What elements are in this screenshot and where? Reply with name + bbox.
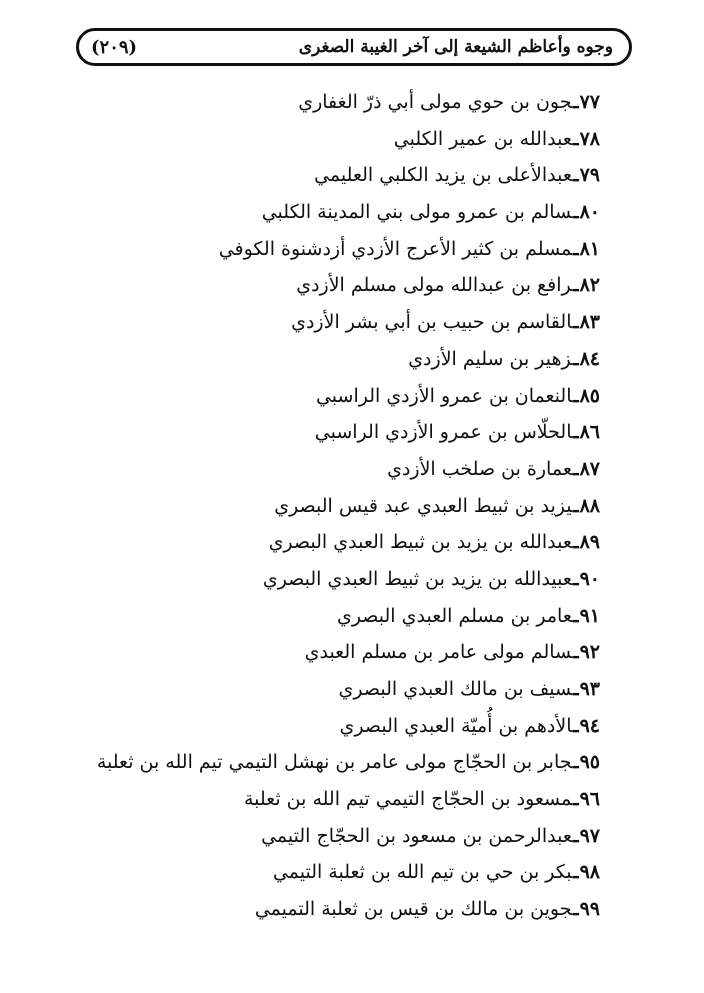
list-item: ٨٨ـيزيد بن ثبيط العبدي عبد قيس البصري: [274, 494, 600, 517]
entry-name: عبدالله بن عمير الكلبي: [393, 127, 572, 150]
entry-number: ٧٩: [579, 164, 600, 187]
entry-name: يزيد بن ثبيط العبدي عبد قيس البصري: [274, 494, 572, 517]
entry-number: ٩٠: [579, 567, 600, 590]
entry-number: ٩١: [579, 604, 600, 627]
list-item: ٩٨ـبكر بن حي بن تيم الله بن ثعلبة التيمي: [272, 861, 600, 884]
entry-number: ٩٣: [579, 678, 600, 700]
page-number: (٢٠٩): [91, 36, 138, 58]
list-item: ٩٠ـعبيدالله بن يزيد بن ثبيط العبدي البصري: [262, 567, 600, 590]
entry-number: ٨٤: [579, 347, 600, 370]
list-item: ٧٧ـجون بن حوي مولى أبي ذرّ الغفاري: [298, 91, 600, 113]
entry-name: عمارة بن صلخب الأزدي: [387, 457, 572, 480]
entry-number: ٩٢: [579, 641, 600, 664]
entry-name: جوين بن مالك بن قيس بن ثعلبة التميمي: [254, 898, 572, 921]
entry-name: مسلم بن كثير الأعرج الأزدي أزدشنوة الكوفي: [218, 237, 572, 260]
list-item: ٩٩ـجوين بن مالك بن قيس بن ثعلبة التميمي: [254, 898, 600, 921]
entry-number: ٨٩: [579, 531, 600, 554]
entry-number: ٩٤: [579, 714, 600, 737]
entry-name: مسعود بن الحجّاج التيمي تيم الله بن ثعلبة: [243, 788, 572, 811]
entry-number: ٩٨: [579, 861, 600, 884]
list-item: ٨٢ـرافع بن عبدالله مولى مسلم الأزدي: [296, 274, 600, 297]
list-item: ٨٠ـسالم بن عمرو مولى بني المدينة الكلبي: [261, 201, 600, 224]
list-item: ٨٧ـعمارة بن صلخب الأزدي: [387, 457, 600, 480]
entry-number: ٩٦: [579, 788, 600, 811]
entry-name: القاسم بن حبيب بن أبي بشر الأزدي: [291, 311, 572, 334]
entry-number: ٩٩: [579, 898, 600, 921]
entry-name: زهير بن سليم الأزدي: [408, 347, 572, 370]
list-item: ٨٩ـعبدالله بن يزيد بن ثبيط العبدي البصري: [268, 531, 600, 554]
entry-name: رافع بن عبدالله مولى مسلم الأزدي: [296, 274, 572, 297]
entry-number: ٨٧: [579, 457, 600, 480]
entry-number: ٧٨: [579, 127, 600, 150]
entry-name: عبدالأعلى بن يزيد الكلبي العليمي: [314, 164, 572, 187]
entry-name: عبدالله بن يزيد بن ثبيط العبدي البصري: [268, 531, 572, 554]
entry-name: سالم مولى عامر بن مسلم العبدي: [304, 641, 572, 664]
entry-name: جابر بن الحجّاج مولى عامر بن نهشل التيمي تيم الله بن ثعلبة: [96, 751, 572, 774]
entry-number: ٨٣: [579, 311, 600, 334]
entry-name: الحلّاس بن عمرو الأزدي الراسبي: [314, 421, 572, 444]
entry-name: الأدهم بن أُميّة العبدي البصري: [339, 714, 572, 737]
running-header: [76, 28, 632, 66]
entry-name: سالم بن عمرو مولى بني المدينة الكلبي: [261, 201, 572, 224]
list-item: ٨٣ـالقاسم بن حبيب بن أبي بشر الأزدي: [291, 311, 600, 334]
entry-name: عبيدالله بن يزيد بن ثبيط العبدي البصري: [262, 567, 572, 590]
entry-name: النعمان بن عمرو الأزدي الراسبي: [315, 384, 572, 407]
entry-number: ٨٦: [579, 421, 600, 444]
entry-name: بكر بن حي بن تيم الله بن ثعلبة التيمي: [272, 861, 572, 884]
entry-number: ٩٧: [579, 824, 600, 847]
list-item: ٨٤ـزهير بن سليم الأزدي: [408, 347, 600, 370]
list-item: ٩٥ـجابر بن الحجّاج مولى عامر بن نهشل التيمي تيم الله بن ثعلبة: [96, 751, 600, 774]
list-item: ٩٤ـالأدهم بن أُميّة العبدي البصري: [339, 714, 600, 737]
list-item: ٧٨ـعبدالله بن عمير الكلبي: [393, 127, 600, 150]
entry-name: سيف بن مالك العبدي البصري: [338, 678, 572, 700]
entry-name: عبدالرحمن بن مسعود بن الحجّاج التيمي: [261, 824, 572, 847]
entry-number: ٨٨: [579, 494, 600, 517]
entry-number: ٨١: [579, 237, 600, 260]
entry-number: ٩٥: [579, 751, 600, 774]
running-title: وجوه وأعاظم الشيعة إلى آخر الغيبة الصغرى: [298, 37, 613, 57]
entry-number: ٨٠: [579, 201, 600, 224]
entry-name: عامر بن مسلم العبدي البصري: [336, 604, 572, 627]
list-item: ٩٧ـعبدالرحمن بن مسعود بن الحجّاج التيمي: [261, 824, 600, 847]
entry-number: ٨٢: [579, 274, 600, 297]
list-item: ٨١ـمسلم بن كثير الأعرج الأزدي أزدشنوة الكوفي: [218, 237, 600, 260]
list-item: ٩٣ـسيف بن مالك العبدي البصري: [338, 678, 600, 700]
entry-number: ٨٥: [579, 384, 600, 407]
companions-list: [40, 84, 600, 928]
list-item: ٨٦ـالحلّاس بن عمرو الأزدي الراسبي: [314, 421, 600, 444]
list-item: ٩٢ـسالم مولى عامر بن مسلم العبدي: [304, 641, 600, 664]
list-item: ٧٩ـعبدالأعلى بن يزيد الكلبي العليمي: [314, 164, 600, 187]
list-item: ٩١ـعامر بن مسلم العبدي البصري: [336, 604, 600, 627]
list-item: ٩٦ـمسعود بن الحجّاج التيمي تيم الله بن ثعلبة: [243, 788, 600, 811]
list-item: ٨٥ـالنعمان بن عمرو الأزدي الراسبي: [315, 384, 600, 407]
entry-number: ٧٧: [579, 91, 600, 113]
entry-name: جون بن حوي مولى أبي ذرّ الغفاري: [298, 91, 572, 113]
